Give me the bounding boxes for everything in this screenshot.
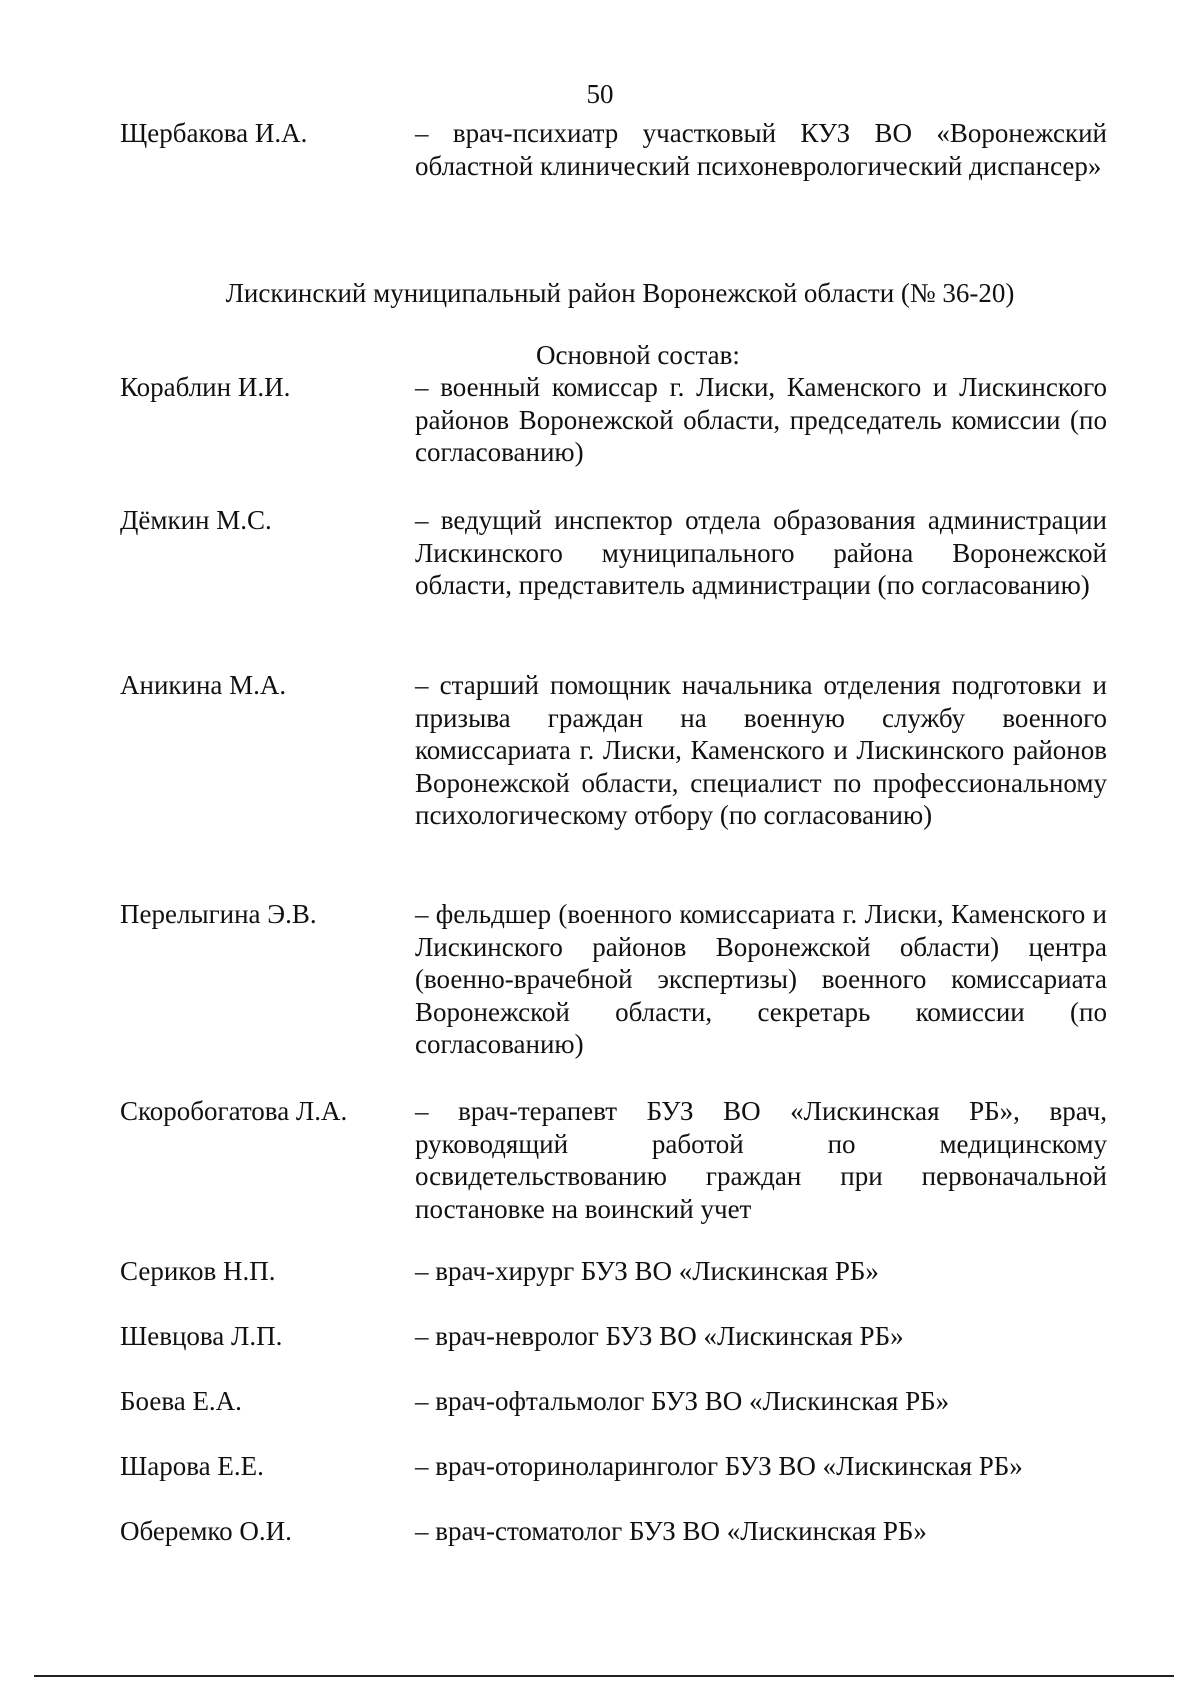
member-description: – военный комиссар г. Лиски, Каменского и Лискинского районов Воронежской области, председатель комиссии (по согласованию) [415,372,1107,467]
member-description: – старший помощник начальника отделения подготовки и призыва граждан на военную службу военного комиссариата г. Лиски, Каменского и Лискинского районов Воронежской области, специалист по профессиональному психологическому отбору (по согласованию) [415,670,1107,830]
member-description: – врач-офтальмолог БУЗ ВО «Лискинская РБ» [415,1386,950,1416]
member-description: – врач-терапевт БУЗ ВО «Лискинская РБ», врач, руководящий работой по медицинскому освидетельствованию граждан при первоначальной постановке на воинский учет [415,1096,1107,1224]
member-name: Перелыгина Э.В. [120,899,317,929]
member-description: – фельдшер (военного комиссариата г. Лиски, Каменского и Лискинского районов Воронежской области) центра (военно-врачебной экспертизы) военного комиссариата Воронежской области, секретарь комиссии (по согласованию) [415,899,1107,1059]
member-description: – врач-хирург БУЗ ВО «Лискинская РБ» [415,1256,879,1286]
member-name: Шевцова Л.П. [120,1321,283,1351]
member-description: – ведущий инспектор отдела образования администрации Лискинского муниципального района Воронежской области, представитель администрации (по согласованию) [415,505,1107,600]
member-name: Кораблин И.И. [120,372,291,402]
member-name: Щербакова И.А. [120,118,308,148]
page-number: 50 [586,79,614,109]
subsection-title: Основной состав: [536,340,740,370]
member-name: Шарова Е.Е. [120,1451,264,1481]
section-title: Лискинский муниципальный район Воронежской области (№ 36-20) [225,278,1015,308]
member-name: Дёмкин М.С. [120,505,272,535]
member-description: – врач-стоматолог БУЗ ВО «Лискинская РБ» [415,1516,927,1546]
member-name: Боева Е.А. [120,1386,242,1416]
member-name: Сериков Н.П. [120,1256,276,1286]
page-bottom-divider [34,1675,1174,1677]
member-description: – врач-психиатр участковый КУЗ ВО «Воронежский областной клинический психоневрологический диспансер» [415,118,1107,181]
member-name: Скоробогатова Л.А. [120,1096,348,1126]
member-description: – врач-оториноларинголог БУЗ ВО «Лискинская РБ» [415,1451,1023,1481]
member-description: – врач-невролог БУЗ ВО «Лискинская РБ» [415,1321,904,1351]
member-name: Оберемко О.И. [120,1516,292,1546]
member-name: Аникина М.А. [120,670,287,700]
